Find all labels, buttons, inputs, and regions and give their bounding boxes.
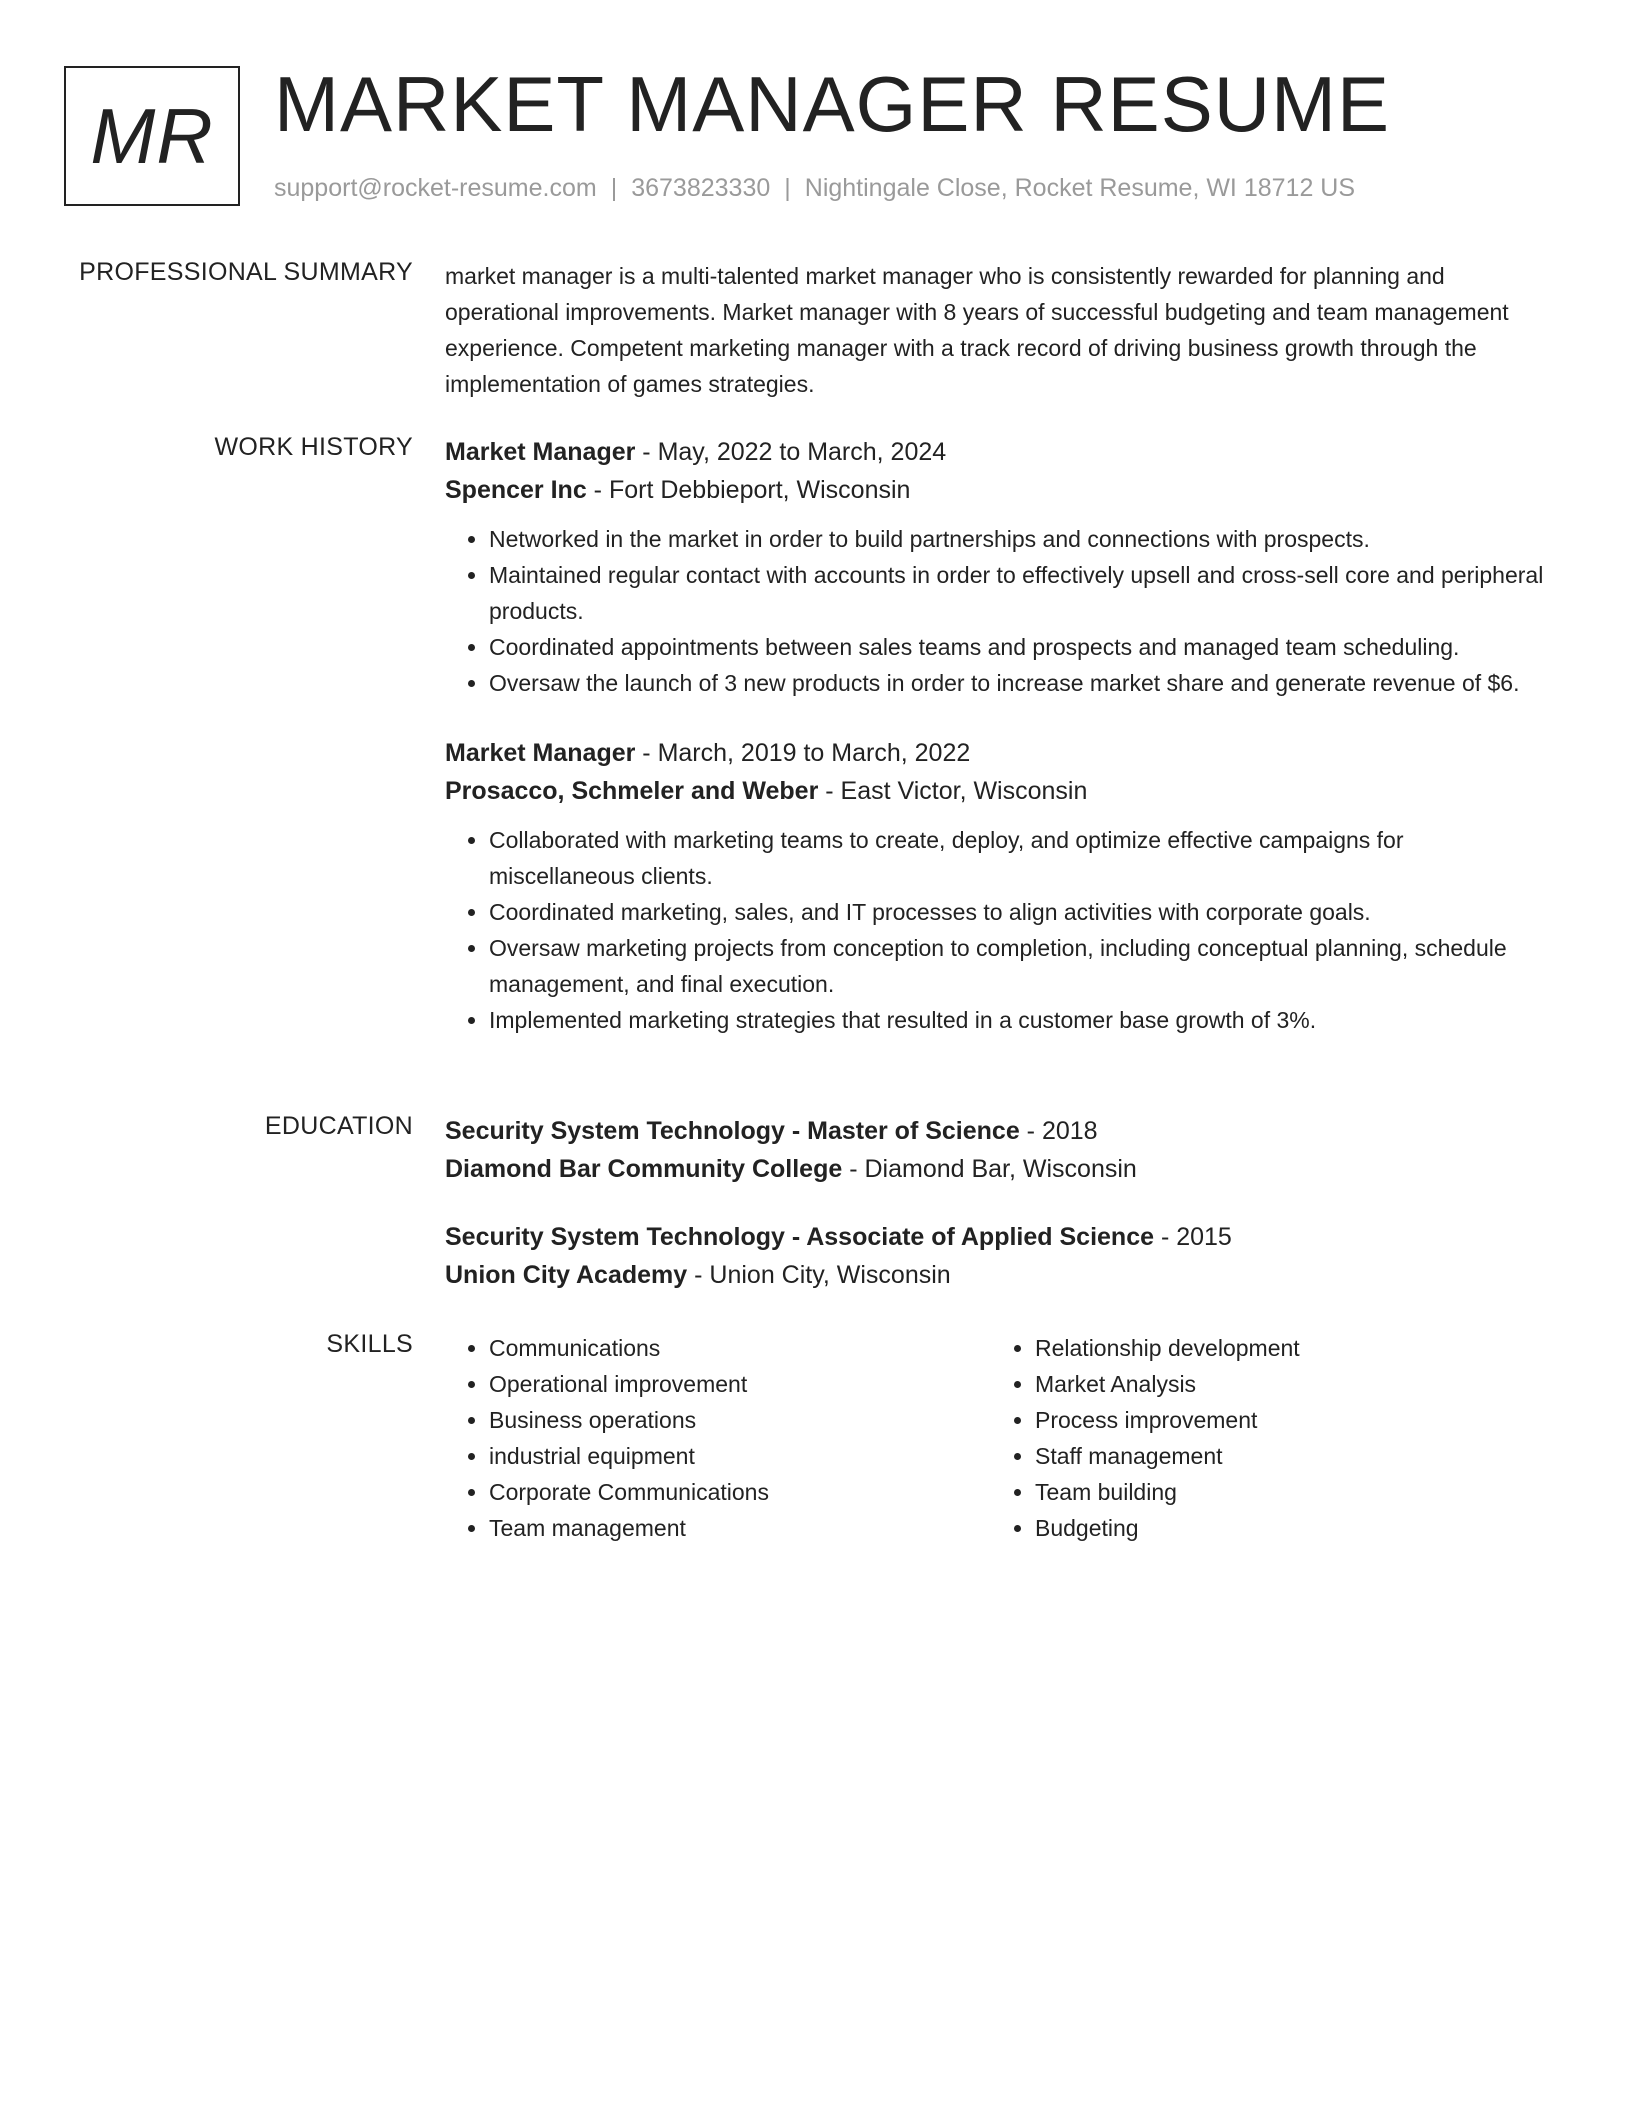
- job-title: Market Manager: [445, 438, 636, 466]
- job-dates: - March, 2019 to March, 2022: [635, 739, 971, 767]
- contact-address: Nightingale Close, Rocket Resume, WI 18712 US: [804, 174, 1356, 202]
- skill-item: • Operational improvement: [489, 1366, 991, 1402]
- education-school: Diamond Bar Community College: [445, 1155, 843, 1183]
- job-company: Spencer Inc: [445, 476, 587, 504]
- education-degree-line: [445, 1112, 1555, 1150]
- skill-item: • Relationship development: [1035, 1330, 1537, 1366]
- skills-column-right: [991, 1330, 1537, 1546]
- skill-item: • Budgeting: [1035, 1510, 1537, 1546]
- education-degree: Security System Technology - Master of Science: [445, 1117, 1020, 1145]
- summary-text: market manager is a multi-talented market manager who is consistently rewarded for planning and operational improvements. Market manager with 8 years of successful budgeting and team management experience. Competent marketing manager with a track record of driving business growth through the implementation of games strategies.: [445, 263, 1509, 397]
- education-year: - 2015: [1154, 1223, 1232, 1251]
- contact-email: support@rocket-resume.com: [274, 174, 597, 202]
- job-location: - Fort Debbieport, Wisconsin: [586, 476, 911, 504]
- job-company: Prosacco, Schmeler and Weber: [445, 777, 819, 805]
- education-body: [445, 1112, 1555, 1294]
- work-history-label: WORK HISTORY: [214, 433, 413, 461]
- skills-label: SKILLS: [326, 1330, 413, 1358]
- contact-separator: |: [610, 174, 618, 202]
- education-degree: Security System Technology - Associate of Applied Science: [445, 1223, 1154, 1251]
- skills-list-right: [991, 1330, 1537, 1546]
- skill-item: • Process improvement: [1035, 1402, 1537, 1438]
- summary-label: PROFESSIONAL SUMMARY: [79, 258, 413, 286]
- job-bullets: [445, 822, 1555, 1038]
- skill-item: • Business operations: [489, 1402, 991, 1438]
- job-bullet: • Maintained regular contact with accounts in order to effectively upsell and cross-sell core and peripheral products.: [489, 557, 1555, 629]
- education-school: Union City Academy: [445, 1261, 688, 1289]
- education-location: - Union City, Wisconsin: [687, 1261, 951, 1289]
- monogram-initials: MR: [90, 91, 214, 180]
- skills-column-left: [445, 1330, 991, 1546]
- education-year: - 2018: [1019, 1117, 1098, 1145]
- job-title-line: [445, 433, 1555, 471]
- job-bullet: • Coordinated appointments between sales teams and prospects and managed team scheduling.: [489, 629, 1555, 665]
- job-company-line: [445, 772, 1555, 810]
- contact-line: [274, 174, 1355, 203]
- skills-body: [445, 1330, 1555, 1546]
- skills-columns: [445, 1330, 1555, 1546]
- skill-item: • Communications: [489, 1330, 991, 1366]
- skill-item: • Team building: [1035, 1474, 1537, 1510]
- education-entry: [445, 1112, 1555, 1188]
- job-entry: [445, 734, 1555, 1038]
- job-bullet: • Networked in the market in order to build partnerships and connections with prospects.: [489, 521, 1555, 557]
- contact-phone: 3673823330: [631, 174, 771, 202]
- skill-item: • Corporate Communications: [489, 1474, 991, 1510]
- skills-list-left: [445, 1330, 991, 1546]
- resume-header: [64, 60, 1564, 216]
- education-entry: [445, 1218, 1555, 1294]
- job-bullet: • Collaborated with marketing teams to create, deploy, and optimize effective campaigns for miscellaneous clients.: [489, 822, 1555, 894]
- job-dates: - May, 2022 to March, 2024: [635, 438, 947, 466]
- skill-item: • industrial equipment: [489, 1438, 991, 1474]
- education-school-line: [445, 1256, 1555, 1294]
- education-location: - Diamond Bar, Wisconsin: [842, 1155, 1137, 1183]
- job-company-line: [445, 471, 1555, 509]
- job-location: - East Victor, Wisconsin: [818, 777, 1088, 805]
- skill-item: • Team management: [489, 1510, 991, 1546]
- education-school-line: [445, 1150, 1555, 1188]
- job-title: Market Manager: [445, 739, 636, 767]
- summary-body: [445, 258, 1555, 402]
- job-entry: [445, 433, 1555, 701]
- job-bullets: [445, 521, 1555, 701]
- job-bullet: • Oversaw the launch of 3 new products in order to increase market share and generate revenue of $6.: [489, 665, 1555, 701]
- job-bullet: • Oversaw marketing projects from conception to completion, including conceptual planning, schedule management, and final execution.: [489, 930, 1555, 1002]
- resume-title: MARKET MANAGER RESUME: [274, 60, 1391, 148]
- contact-separator: |: [784, 174, 791, 202]
- monogram-box: [64, 66, 240, 206]
- skill-item: • Market Analysis: [1035, 1366, 1537, 1402]
- education-degree-line: [445, 1218, 1555, 1256]
- job-bullet: • Implemented marketing strategies that resulted in a customer base growth of 3%.: [489, 1002, 1555, 1038]
- work-history-body: [445, 433, 1555, 1038]
- job-title-line: [445, 734, 1555, 772]
- skill-item: • Staff management: [1035, 1438, 1537, 1474]
- education-label: EDUCATION: [264, 1112, 413, 1140]
- job-bullet: • Coordinated marketing, sales, and IT processes to align activities with corporate goals.: [489, 894, 1555, 930]
